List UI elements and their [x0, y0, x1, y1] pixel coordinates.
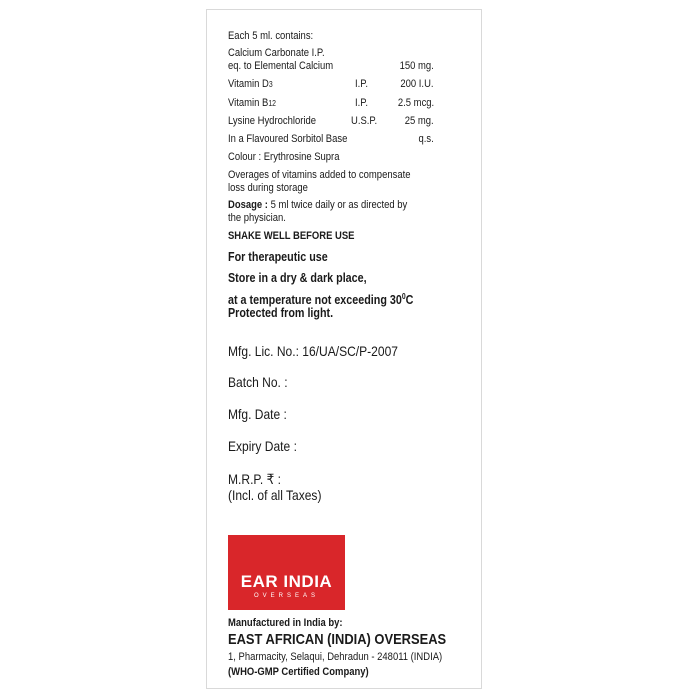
mfg-license-number: Mfg. Lic. No.: 16/UA/SC/P-2007	[228, 343, 398, 359]
dosage-line-2: the physician.	[228, 212, 286, 224]
who-gmp-certification: (WHO-GMP Certified Company)	[228, 666, 369, 678]
colour-line: Colour : Erythrosine Supra	[228, 151, 340, 163]
calcium-quantity: 150 mg.	[399, 60, 434, 72]
calcium-carbonate-line: Calcium Carbonate I.P.	[228, 47, 325, 59]
lysine-standard: U.S.P.	[351, 115, 378, 127]
vitamin-b12-quantity: 2.5 mcg.	[397, 97, 434, 109]
ear-india-logo	[228, 535, 345, 610]
vitamin-d3-name: Vitamin D3	[228, 78, 273, 90]
vitamin-b12-standard: I.P.	[355, 97, 368, 109]
lysine-quantity: 25 mg.	[405, 115, 434, 127]
vitamin-b12-name: Vitamin B12	[228, 97, 276, 109]
lysine-name: Lysine Hydrochloride	[228, 115, 316, 127]
overages-line-2: loss during storage	[228, 182, 308, 194]
therapeutic-use: For therapeutic use	[228, 250, 328, 264]
storage-line-1: Store in a dry & dark place,	[228, 271, 367, 285]
taxes-note: (Incl. of all Taxes)	[228, 487, 322, 503]
expiry-date-field: Expiry Date :	[228, 438, 297, 454]
shake-warning: SHAKE WELL BEFORE USE	[228, 230, 355, 242]
company-address: 1, Pharmacity, Selaqui, Dehradun - 248011 (INDIA)	[228, 651, 443, 663]
company-name: EAST AFRICAN (INDIA) OVERSEAS	[228, 631, 447, 648]
overages-line-1: Overages of vitamins added to compensate	[228, 169, 411, 181]
batch-number-field: Batch No. :	[228, 374, 288, 390]
manufactured-in-india: Manufactured in India by:	[228, 617, 343, 629]
vitamin-d3-standard: I.P.	[355, 78, 368, 90]
sorbitol-base-line: In a Flavoured Sorbitol Base	[228, 133, 348, 145]
elemental-calcium-line: eq. to Elemental Calcium	[228, 60, 334, 72]
mrp-field: M.R.P. ₹ :	[228, 471, 281, 487]
vitamin-d3-quantity: 200 I.U.	[400, 78, 434, 90]
logo-subtitle: OVERSEAS	[253, 593, 319, 599]
mfg-date-field: Mfg. Date :	[228, 406, 287, 422]
dosage-line-1: Dosage : 5 ml twice daily or as directed by	[228, 199, 408, 211]
logo-wordmark: EAR INDIA	[240, 572, 333, 591]
composition-header: Each 5 ml. contains:	[228, 30, 314, 42]
product-label-panel	[206, 9, 482, 689]
storage-line-2: at a temperature not exceeding $30^0C$	[228, 292, 414, 308]
sorbitol-base-quantity: q.s.	[418, 133, 434, 145]
storage-line-3: Protected from light.	[228, 306, 334, 320]
